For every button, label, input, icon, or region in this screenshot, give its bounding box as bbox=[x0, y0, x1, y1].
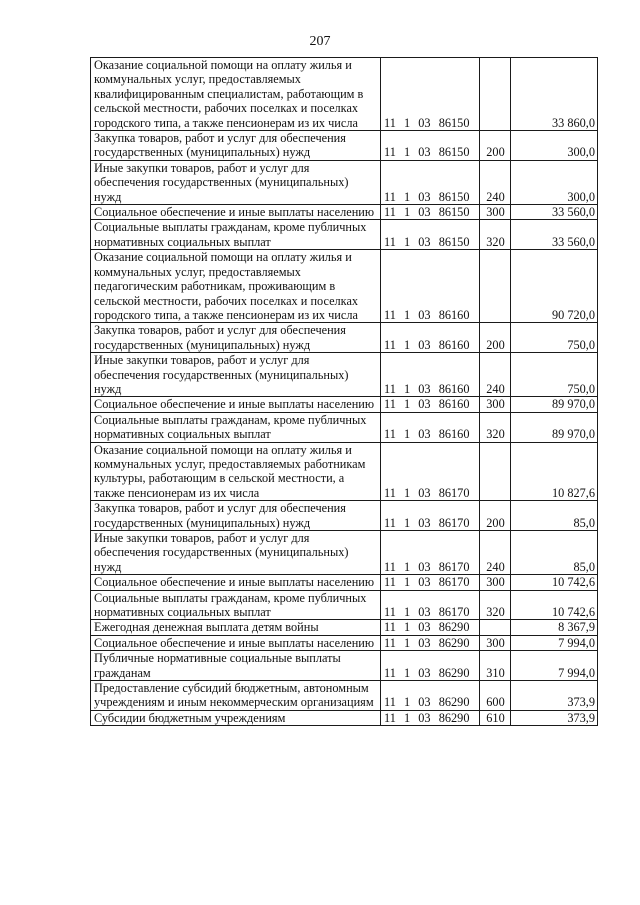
row-name-cell: Оказание социальной помощи на оплату жилья и коммунальных услуг, предоставляемых работникам культуры, работающим в сельской местности, а также пенсионерам из их числа bbox=[91, 442, 381, 501]
row-expense-type-cell: 320 bbox=[480, 590, 511, 620]
table-row bbox=[91, 205, 598, 220]
row-amount-cell: 750,0 bbox=[511, 353, 598, 397]
row-code-cell: 11 1 03 86150 bbox=[381, 131, 480, 161]
row-name-cell: Социальные выплаты гражданам, кроме публичных нормативных социальных выплат bbox=[91, 590, 381, 620]
row-amount-cell: 373,9 bbox=[511, 681, 598, 711]
row-expense-type-cell: 300 bbox=[480, 205, 511, 220]
row-name-cell: Социальное обеспечение и иные выплаты населению bbox=[91, 635, 381, 650]
row-name-cell: Иные закупки товаров, работ и услуг для обеспечения государственных (муниципальных) нужд bbox=[91, 160, 381, 204]
row-code-cell: 11 1 03 86290 bbox=[381, 651, 480, 681]
row-name-cell: Публичные нормативные социальные выплаты гражданам bbox=[91, 651, 381, 681]
row-code-cell: 11 1 03 86170 bbox=[381, 531, 480, 575]
row-amount-cell: 750,0 bbox=[511, 323, 598, 353]
table-row bbox=[91, 58, 598, 131]
row-code-cell: 11 1 03 86170 bbox=[381, 442, 480, 501]
row-expense-type-cell bbox=[480, 442, 511, 501]
row-name-cell: Иные закупки товаров, работ и услуг для обеспечения государственных (муниципальных) нужд bbox=[91, 353, 381, 397]
table-row bbox=[91, 412, 598, 442]
row-code-cell: 11 1 03 86150 bbox=[381, 220, 480, 250]
table-row bbox=[91, 442, 598, 501]
row-amount-cell: 10 742,6 bbox=[511, 590, 598, 620]
row-code-cell: 11 1 03 86170 bbox=[381, 575, 480, 590]
row-amount-cell: 85,0 bbox=[511, 501, 598, 531]
row-code-cell: 11 1 03 86150 bbox=[381, 160, 480, 204]
row-amount-cell: 33 860,0 bbox=[511, 58, 598, 131]
row-name-cell: Предоставление субсидий бюджетным, автономным учреждениям и иным некоммерческим организациям bbox=[91, 681, 381, 711]
row-expense-type-cell bbox=[480, 58, 511, 131]
row-code-cell: 11 1 03 86160 bbox=[381, 323, 480, 353]
row-name-cell: Ежегодная денежная выплата детям войны bbox=[91, 620, 381, 635]
row-expense-type-cell bbox=[480, 620, 511, 635]
table-row bbox=[91, 620, 598, 635]
row-name-cell: Закупка товаров, работ и услуг для обеспечения государственных (муниципальных) нужд bbox=[91, 131, 381, 161]
row-code-cell: 11 1 03 86170 bbox=[381, 590, 480, 620]
table-row bbox=[91, 531, 598, 575]
row-expense-type-cell: 300 bbox=[480, 575, 511, 590]
row-expense-type-cell: 300 bbox=[480, 397, 511, 412]
row-amount-cell: 373,9 bbox=[511, 710, 598, 725]
row-amount-cell: 8 367,9 bbox=[511, 620, 598, 635]
budget-table-body bbox=[91, 58, 598, 726]
row-expense-type-cell: 610 bbox=[480, 710, 511, 725]
row-amount-cell: 300,0 bbox=[511, 160, 598, 204]
row-expense-type-cell: 200 bbox=[480, 323, 511, 353]
row-expense-type-cell: 200 bbox=[480, 501, 511, 531]
row-name-cell: Закупка товаров, работ и услуг для обеспечения государственных (муниципальных) нужд bbox=[91, 323, 381, 353]
table-row bbox=[91, 131, 598, 161]
row-name-cell: Субсидии бюджетным учреждениям bbox=[91, 710, 381, 725]
row-name-cell: Оказание социальной помощи на оплату жилья и коммунальных услуг, предоставляемых квалифицированным специалистам, работающим в сельской местности, рабочих поселках и поселках городского типа, а также пенсионерам из их числа bbox=[91, 58, 381, 131]
row-name-cell: Социальное обеспечение и иные выплаты населению bbox=[91, 575, 381, 590]
row-amount-cell: 89 970,0 bbox=[511, 397, 598, 412]
row-name-cell: Социальные выплаты гражданам, кроме публичных нормативных социальных выплат bbox=[91, 220, 381, 250]
table-row bbox=[91, 250, 598, 323]
table-row bbox=[91, 651, 598, 681]
table-row bbox=[91, 323, 598, 353]
row-expense-type-cell: 310 bbox=[480, 651, 511, 681]
row-amount-cell: 89 970,0 bbox=[511, 412, 598, 442]
row-code-cell: 11 1 03 86290 bbox=[381, 620, 480, 635]
row-expense-type-cell: 600 bbox=[480, 681, 511, 711]
budget-table bbox=[90, 57, 598, 726]
row-expense-type-cell: 240 bbox=[480, 531, 511, 575]
row-code-cell: 11 1 03 86160 bbox=[381, 412, 480, 442]
row-code-cell: 11 1 03 86160 bbox=[381, 397, 480, 412]
row-name-cell: Социальное обеспечение и иные выплаты населению bbox=[91, 397, 381, 412]
row-amount-cell: 7 994,0 bbox=[511, 651, 598, 681]
row-name-cell: Закупка товаров, работ и услуг для обеспечения государственных (муниципальных) нужд bbox=[91, 501, 381, 531]
row-amount-cell: 10 827,6 bbox=[511, 442, 598, 501]
row-amount-cell: 90 720,0 bbox=[511, 250, 598, 323]
row-code-cell: 11 1 03 86160 bbox=[381, 353, 480, 397]
row-code-cell: 11 1 03 86290 bbox=[381, 681, 480, 711]
row-expense-type-cell: 320 bbox=[480, 220, 511, 250]
table-row bbox=[91, 353, 598, 397]
row-code-cell: 11 1 03 86150 bbox=[381, 58, 480, 131]
table-row bbox=[91, 681, 598, 711]
row-expense-type-cell: 200 bbox=[480, 131, 511, 161]
row-amount-cell: 10 742,6 bbox=[511, 575, 598, 590]
row-amount-cell: 33 560,0 bbox=[511, 220, 598, 250]
table-row bbox=[91, 710, 598, 725]
row-name-cell: Социальное обеспечение и иные выплаты населению bbox=[91, 205, 381, 220]
row-expense-type-cell: 300 bbox=[480, 635, 511, 650]
row-code-cell: 11 1 03 86170 bbox=[381, 501, 480, 531]
table-row bbox=[91, 397, 598, 412]
row-name-cell: Оказание социальной помощи на оплату жилья и коммунальных услуг, предоставляемых педагогическим работникам, проживающим в сельской местности, рабочих поселках и поселках городского типа, а также пенсионерам из их числа bbox=[91, 250, 381, 323]
row-amount-cell: 300,0 bbox=[511, 131, 598, 161]
table-row bbox=[91, 501, 598, 531]
table-row bbox=[91, 590, 598, 620]
table-row bbox=[91, 575, 598, 590]
table-row bbox=[91, 220, 598, 250]
row-code-cell: 11 1 03 86150 bbox=[381, 205, 480, 220]
page-number: 207 bbox=[309, 34, 331, 49]
row-code-cell: 11 1 03 86290 bbox=[381, 710, 480, 725]
table-row bbox=[91, 160, 598, 204]
row-amount-cell: 7 994,0 bbox=[511, 635, 598, 650]
row-expense-type-cell bbox=[480, 250, 511, 323]
row-amount-cell: 85,0 bbox=[511, 531, 598, 575]
row-code-cell: 11 1 03 86290 bbox=[381, 635, 480, 650]
row-expense-type-cell: 240 bbox=[480, 160, 511, 204]
row-expense-type-cell: 320 bbox=[480, 412, 511, 442]
table-row bbox=[91, 635, 598, 650]
row-name-cell: Социальные выплаты гражданам, кроме публичных нормативных социальных выплат bbox=[91, 412, 381, 442]
row-code-cell: 11 1 03 86160 bbox=[381, 250, 480, 323]
row-expense-type-cell: 240 bbox=[480, 353, 511, 397]
row-name-cell: Иные закупки товаров, работ и услуг для обеспечения государственных (муниципальных) нужд bbox=[91, 531, 381, 575]
row-amount-cell: 33 560,0 bbox=[511, 205, 598, 220]
